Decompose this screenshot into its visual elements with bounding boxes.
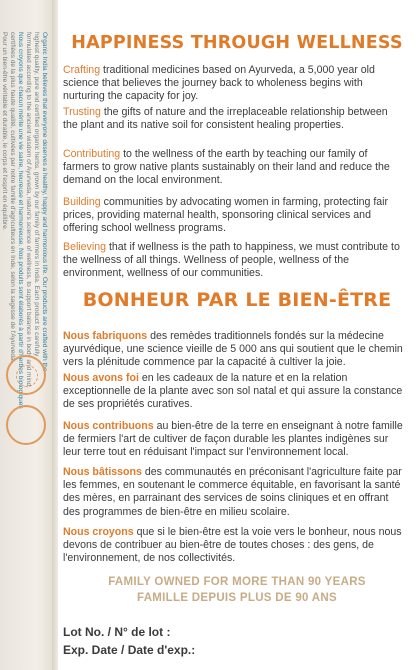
paragraph-text: que si le bien-être est la voie vers le bonheur, nous nous devons de contribuer au bien-être de toutes choses : des gens, de l'environnement, de nos collectivités. [63, 526, 402, 565]
french-paragraph [63, 420, 405, 460]
paragraph-keyword: Nous bâtissons [63, 466, 142, 478]
paragraph-keyword: Nous fabriquons [63, 330, 148, 342]
family-owned-tagline-fr: FAMILLE DEPUIS PLUS DE 90 ANS [137, 592, 337, 604]
english-paragraph [63, 196, 405, 236]
lot-number-label: Lot No. / N° de lot : [63, 625, 171, 639]
side-text-line: formulated according to the ancient wisdom of Ayurveda, nature's science of wellness, to support balance in body and mind. [25, 32, 32, 388]
paragraph-text: communities by advocating women in farming, protecting fair prices, providing maternal health, sponsoring clinical services and offering school wellness programs. [63, 196, 389, 235]
paragraph-text: traditional medicines based on Ayurveda, a 5,000 year old science that believes the journey back to wholeness begins with nurturing the capacity for joy. [63, 64, 375, 103]
paragraph-keyword: Nous avons foi [63, 372, 139, 384]
side-text-line: certifiées de la plus haute qualité, cultivées par notre famille d'agriculteurs en Inde, selon la sagesse de l'Ayurveda. [9, 32, 16, 363]
english-paragraph [63, 148, 405, 188]
french-paragraph [63, 526, 405, 566]
paragraph-keyword: Trusting [63, 106, 101, 118]
french-paragraph [63, 372, 405, 412]
english-paragraph [63, 106, 405, 132]
paragraph-keyword: Nous croyons [63, 526, 134, 538]
paragraph-keyword: Believing [63, 241, 106, 253]
paragraph-text: des communautés en préconisant l'agriculture faite par les femmes, en soutenant le commerce équitable, en favorisant la santé des mères, en parrainant des services de soins cliniques et en offrant des programmes de bien-être en milieu scolaire. [63, 466, 402, 518]
side-text-line: Pour un bien-être véritable et durable, le corps et l'esprit en équilibre. [1, 32, 8, 231]
paragraph-keyword: Contributing [63, 148, 121, 160]
french-paragraph [63, 330, 405, 370]
box-front-panel [58, 0, 416, 670]
side-text-line: Organic India believes that everyone deserves a healthy, happy and harmonious life. Our products are crafted with the [41, 32, 48, 372]
english-heading: HAPPINESS THROUGH WELLNESS [71, 33, 403, 53]
paragraph-text: that if wellness is the path to happiness, we must contribute to the wellness of all things. Wellness of people, wellness of the environment, wellness of our communities. [63, 241, 400, 280]
paragraph-keyword: Building [63, 196, 101, 208]
box-side-panel [0, 0, 52, 670]
certification-seal-icon [6, 405, 46, 445]
certification-seal-icon [6, 355, 46, 395]
paragraph-text: en les cadeaux de la nature et en la relation exceptionnelle de la plante avec son sol natal et qui assure la constance de ses propriétés curatives. [63, 372, 403, 411]
english-paragraph [63, 241, 405, 281]
side-panel-text [0, 32, 48, 652]
paragraph-keyword: Crafting [63, 64, 101, 76]
family-owned-tagline: FAMILY OWNED FOR MORE THAN 90 YEARS [108, 576, 366, 588]
paragraph-text: des remèdes traditionnels fondés sur la médecine ayurvédique, une science vieille de 5 000 ans qui soutient que le chemin vers la plénitude commence par la capacité à cultiver la joie. [63, 330, 403, 369]
paragraph-text: the gifts of nature and the irreplaceable relationship between the plant and its native soil for consistent healing properties. [63, 106, 388, 132]
expiry-date-label: Exp. Date / Date d'exp.: [63, 643, 196, 657]
english-paragraph [63, 64, 405, 104]
side-text-line: Nous croyons que chacun mérite une vie saine, heureuse et harmonieuse. Nos produits sont élaborés à partir d'herbes biologiques [17, 32, 24, 409]
side-text-line: highest quality, pure and certified organic herbs, grown by our family of farmers in India. Each product is carefully [33, 32, 40, 357]
paragraph-text: au bien-être de la terre en enseignant à notre famille de fermiers l'art de cultiver de façon durable les plantes indigènes sur leur terre tout en réduisant l'impact sur l'environnement local. [63, 420, 403, 459]
french-heading: BONHEUR PAR LE BIEN-ÊTRE [82, 289, 392, 311]
french-paragraph [63, 466, 405, 519]
paragraph-text: to the wellness of the earth by teaching our family of farmers to grow native plants sustainably on their land and reduce the demand on the local environment. [63, 148, 390, 187]
paragraph-keyword: Nous contribuons [63, 420, 154, 432]
